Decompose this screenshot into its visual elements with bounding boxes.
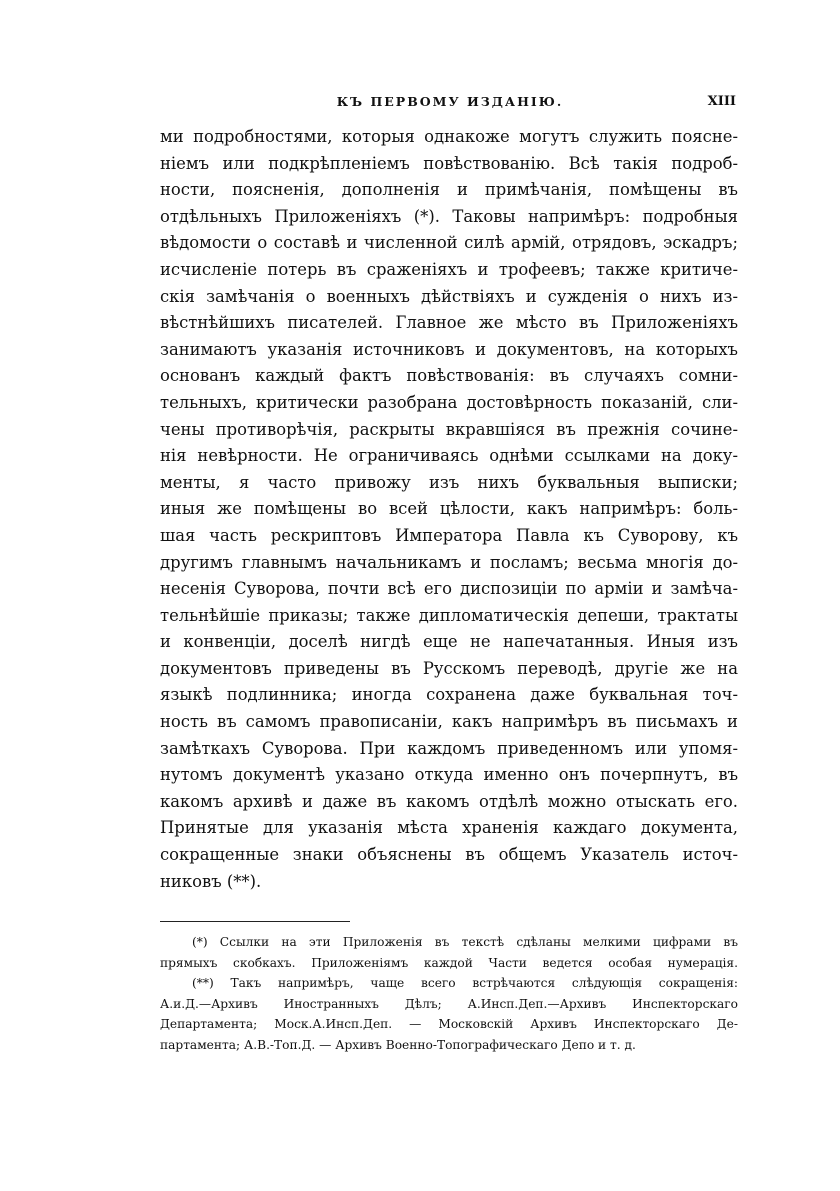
- body-line: нія невѣрности. Не ограничиваясь однѣми ссылками на доку-: [160, 446, 738, 466]
- body-line: языкѣ подлинника; иногда сохранена даже буквальная точ-: [160, 685, 738, 705]
- body-line: несенія Суворова, почти всѣ его диспозиціи по арміи и замѣча-: [160, 579, 738, 599]
- running-header-title: КЪ ПЕРВОМУ ИЗДАНІЮ.: [336, 94, 564, 109]
- footnote-line: (*) Ссылки на эти Приложенія въ текстѣ сдѣланы мелкими цифрами въ: [192, 935, 738, 949]
- body-line: и конвенціи, доселѣ нигдѣ еще не напечатанныя. Иныя изъ: [160, 632, 738, 652]
- body-line: ность въ самомъ правописаніи, какъ напримѣръ въ письмахъ и: [160, 712, 738, 732]
- body-line: вѣстнѣйшихъ писателей. Главное же мѣсто въ Приложеніяхъ: [160, 313, 738, 333]
- body-line: никовъ (**).: [160, 871, 262, 891]
- body-line: шая часть рескриптовъ Императора Павла къ Суворову, къ: [160, 525, 738, 545]
- body-line: основанъ каждый фактъ повѣствованія: въ случаяхъ сомни-: [160, 366, 738, 386]
- body-line: скія замѣчанія о военныхъ дѣйствіяхъ и сужденія о нихъ из-: [160, 286, 738, 306]
- footnote-line: (**) Такъ напримѣръ, чаще всего встрѣчаются слѣдующія сокращенія:: [192, 976, 738, 991]
- body-line: ности, поясненія, дополненія и примѣчанія, помѣщены въ: [160, 180, 738, 200]
- footnote-divider: [160, 921, 350, 922]
- footnotes: [160, 932, 738, 1056]
- body-line: нутомъ документѣ указано откуда именно онъ почерпнутъ, въ: [160, 765, 738, 785]
- body-line: ми подробностями, которыя однакоже могутъ служить поясне-: [160, 127, 738, 146]
- body-text: [160, 124, 738, 895]
- running-header: [160, 94, 740, 118]
- body-line: тельнѣйшіе приказы; также дипломатическія депеши, трактаты: [160, 605, 738, 625]
- body-line: отдѣльныхъ Приложеніяхъ (*). Таковы напримѣръ: подробныя: [160, 206, 738, 226]
- body-line: занимаютъ указанія источниковъ и документовъ, на которыхъ: [160, 339, 738, 359]
- body-line: какомъ архивѣ и даже въ какомъ отдѣлѣ можно отыскать его.: [160, 791, 738, 811]
- body-line: другимъ главнымъ начальникамъ и посламъ; весьма многія до-: [160, 552, 738, 572]
- body-line: исчисленіе потерь въ сраженіяхъ и трофеевъ; также критиче-: [160, 259, 738, 279]
- body-line: замѣткахъ Суворова. При каждомъ приведенномъ или упомя-: [160, 738, 738, 758]
- body-line: менты, я часто привожу изъ нихъ буквальныя выписки;: [160, 472, 738, 492]
- footnote-line: прямыхъ скобкахъ. Приложеніямъ каждой Части ведется особая нумерація.: [160, 955, 738, 970]
- body-line: чены противорѣчія, раскрыты вкравшіяся въ прежнія сочине-: [160, 419, 738, 439]
- body-line: иныя же помѣщены во всей цѣлости, какъ напримѣръ: боль-: [160, 499, 738, 519]
- page-number: XIII: [707, 94, 736, 109]
- body-line: тельныхъ, критически разобрана достовѣрность показаній, сли-: [160, 392, 738, 412]
- body-line: ніемъ или подкрѣпленіемъ повѣствованію. Всѣ такія подроб-: [160, 153, 738, 173]
- footnote-line: партамента; А.В.-Топ.Д. — Архивъ Военно-Топографическаго Депо и т. д.: [160, 1037, 636, 1052]
- footnote-line: А.и.Д.—Архивъ Иностранныхъ Дѣлъ; А.Инсп.Деп.—Архивъ Инспекторскаго: [160, 996, 738, 1011]
- body-line: документовъ приведены въ Русскомъ переводѣ, другіе же на: [160, 658, 738, 678]
- body-line: сокращенные знаки объяснены въ общемъ Указатель источ-: [160, 845, 738, 865]
- footnote-line: Департамента; Моск.А.Инсп.Деп. — Московскій Архивъ Инспекторскаго Де-: [160, 1017, 738, 1032]
- body-line: Принятые для указанія мѣста храненія каждаго документа,: [160, 818, 738, 838]
- body-line: вѣдомости о составѣ и численной силѣ армій, отрядовъ, эскадръ;: [160, 233, 738, 253]
